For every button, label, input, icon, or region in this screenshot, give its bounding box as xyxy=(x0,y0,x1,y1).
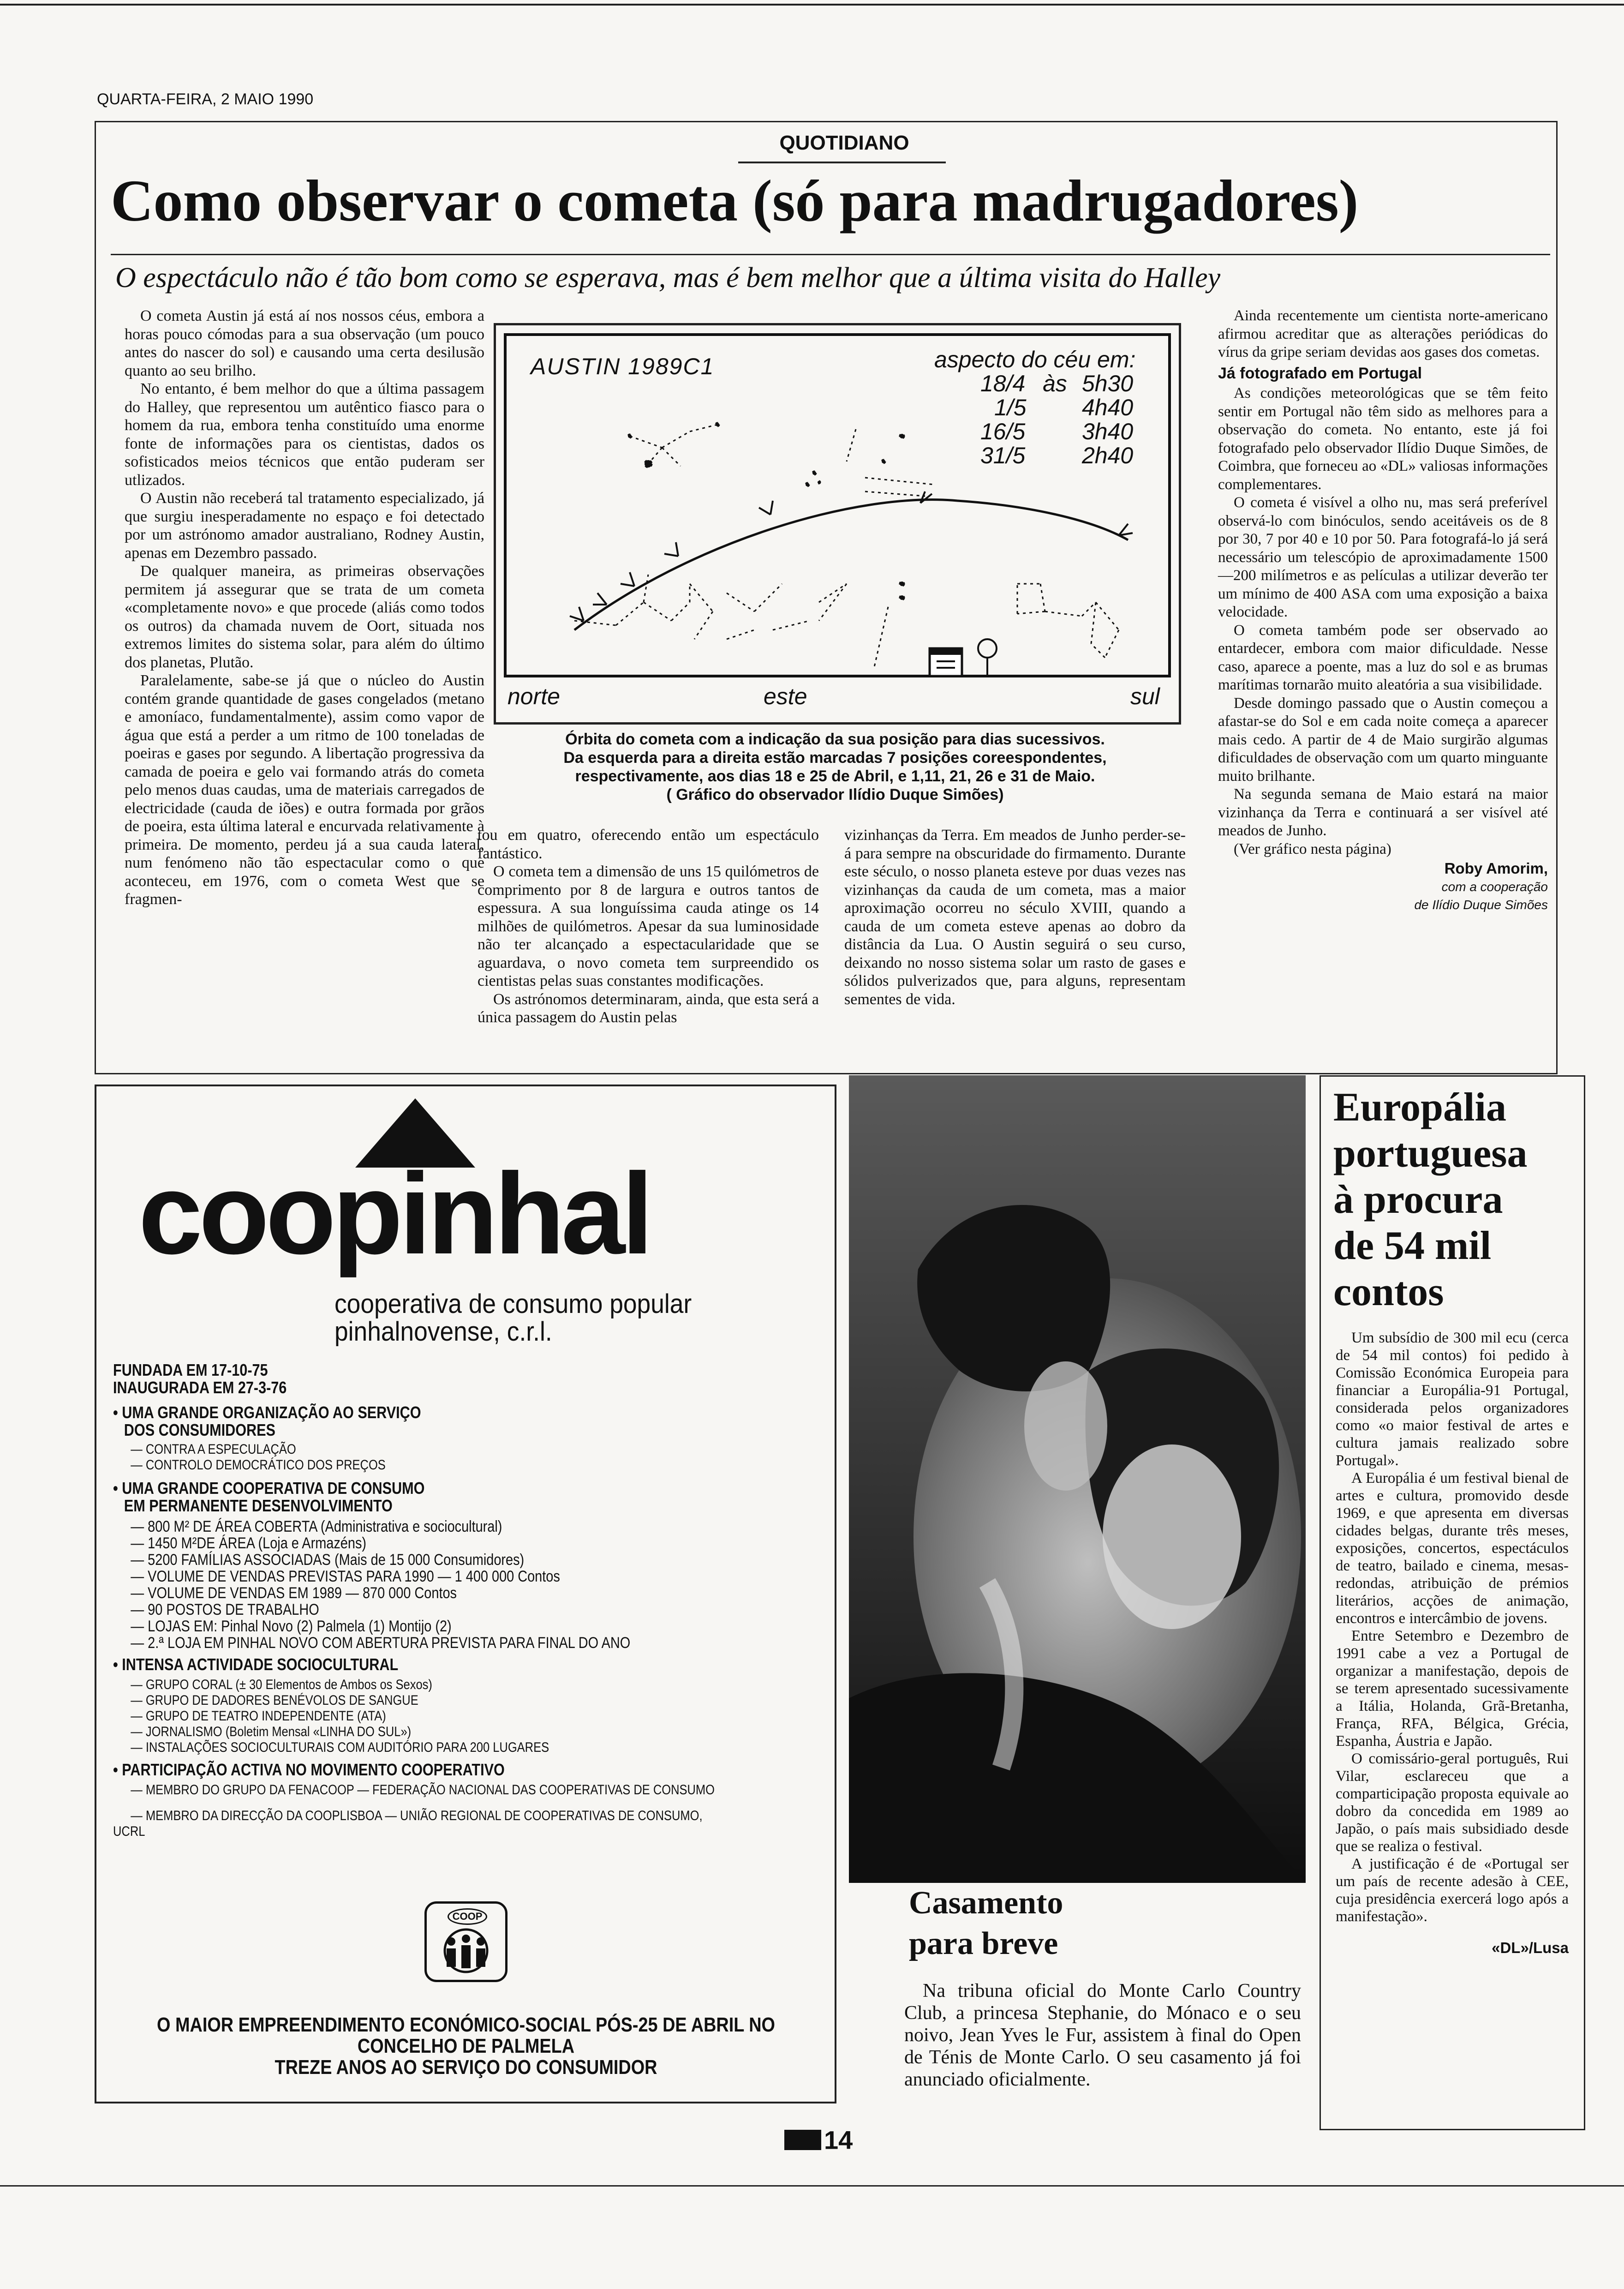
paragraph: O cometa Austin já está aí nos nossos céus, embora a horas pouco cómodas para a sua observação (um pouco antes do nascer do sol) e causando uma certa desilusão quanto ao seu brilho. xyxy=(125,307,484,379)
paragraph: Ainda recentemente um cientista norte-americano afirmou acreditar que as alterações periódicas do vírus da gripe seriam devidas aos gases dos cometas. xyxy=(1218,307,1548,360)
bottom-edge-rule xyxy=(0,2185,1624,2187)
byline: Roby Amorim, xyxy=(1444,860,1548,877)
paragraph: O cometa é visível a olho nu, mas será preferível observá-lo com binóculos, sendo aceitáveis os de 8 por 30, 7 por 40 e 10 por 50. Para fotografá-lo já será necessário um telescópio de aproximadamente 1500—200 milímetros e as películas a utilizar deverão ter um mínimo de 400 ASA com uma exposição a baixa velocidade. xyxy=(1218,494,1548,620)
chart-title: AUSTIN 1989C1 xyxy=(531,354,715,379)
comet-position xyxy=(759,501,773,515)
legend-row: 18/4 às 5h30 xyxy=(980,371,1134,396)
coopinhal-tagline-2: pinhalnovense, c.r.l. xyxy=(334,1317,552,1347)
chart-legend-title: aspecto do céu em: xyxy=(934,347,1136,372)
coopinhal-logo-text: coopinhal xyxy=(138,1149,650,1278)
founded-date: FUNDADA EM 17-10-75 xyxy=(113,1360,268,1379)
paragraph: A Europália é um festival bienal de artes e cultura, promovido desde 1969, e que apresenta em diversas cidades belgas, durante três meses, exposições, concertos, espectáculos de teatro, bailado e cinema, mesas-redondas, atribuição de prémios literários, acções de animação, encontros e intercâmbio de jovens. xyxy=(1336,1470,1569,1627)
people-icon xyxy=(434,1928,498,1974)
page-number: 14 xyxy=(784,2123,853,2155)
direction-south: sul xyxy=(1130,683,1160,709)
comet-positions xyxy=(570,491,1133,621)
comet-position xyxy=(664,542,678,556)
top-edge-rule xyxy=(0,4,1624,6)
paragraph: Paralelamente, sabe-se já que o núcleo do Austin contém grande quantidade de gases congelados (metano e amoníaco, fundamentalmente), assim como vapor de água que está a perder a um ritmo de 100 toneladas de poeiras e gases por segundo. A libertação progressiva da camada de poeira e gelo vai formando atrás do cometa pelo menos duas caudas, uma de materiais carregados de electricidade (cauda de iões) e outra formada por grãos de poeira, esta última lateral e encurvada relativamente à primeira. De momento, perdeu já a sua cauda lateral, num fenómeno não tão espectacular como o que aconteceu, em 1976, com o cometa West que se fragmen- xyxy=(125,672,484,908)
headline: Como observar o cometa (só para madrugadores) xyxy=(111,168,1359,234)
direction-north: norte xyxy=(508,683,560,709)
chart-legend xyxy=(962,372,1156,467)
comet-position xyxy=(593,593,607,605)
paragraph: tou em quatro, oferecendo então um espectáculo fantástico. xyxy=(478,827,819,862)
inaugurated-date: INAUGURADA EM 27-3-76 xyxy=(113,1378,287,1397)
dl-logo xyxy=(784,2130,821,2150)
section-label: QUOTIDIANO xyxy=(779,132,909,154)
paragraph: vizinhanças da Terra. Em meados de Junho perder-se-á para sempre na obscuridade do firmamento. Durante este século, o nosso planeta esteve por duas vezes nas vizinhanças da cauda de um cometa, mas a maior aproximação ocorreu no século XVIII, quando a cauda de um cometa esteve apenas ao dobro da distância da Lua. O Austin seguirá o seu curso, deixando no nosso sistema solar um rasto de gases e sólidos pulverizados que, para alguns, representam sementes de vida. xyxy=(844,827,1186,1008)
comet-position xyxy=(920,491,932,503)
paragraph: De qualquer maneira, as primeiras observações permitem já assegurar que se trata de um cometa «completamente novo» e que procede (aliás como todos os outros) da chamada nuvem de Oort, situada nos extremos limites do sistema solar, para além do último dos planetas, Plutão. xyxy=(125,563,484,671)
paragraph: A justificação é de «Portugal ser um país de recente adesão à CEE, cuja presidência exercerá logo após a manifestação». xyxy=(1336,1856,1569,1925)
date-line: QUARTA-FEIRA, 2 MAIO 1990 xyxy=(97,90,314,108)
casamento-body: Na tribuna oficial do Monte Carlo Country Club, a princesa Stephanie, do Mónaco e o seu noivo, Jean Yves le Fur, assistem à final do Open de Ténis de Monte Carlo. O seu casamento já foi anunciado oficialmente. xyxy=(904,1980,1301,2090)
legend-row: 31/5 2h40 xyxy=(980,443,1134,468)
paragraph: As condições meteorológicas que se têm feito sentir em Portugal não têm sido as melhores para a observação do cometa. No entanto, este já foi fotografado pelo observador Ilídio Duque Simões, de Coimbra, que forneceu ao «DL» valiosas informações complementares. xyxy=(1218,385,1548,493)
photo-image xyxy=(849,1075,1306,1883)
paragraph: Entre Setembro e Dezembro de 1991 cabe a vez a Portugal de organizar a manifestação, depois de se terem apresentado sucessivamente a Itália, Holanda, Grã-Bretanha, França, RFA, Bélgica, Grécia, Espanha, Áustria e Japão. xyxy=(1336,1628,1569,1750)
legend-row: 1/5 4h40 xyxy=(994,395,1134,420)
paragraph: Os astrónomos determinaram, ainda, que esta será a única passagem do Austin pelas xyxy=(478,990,819,1026)
article-column-1 xyxy=(125,307,484,909)
paragraph: Um subsídio de 300 mil ecu (cerca de 54 mil contos) foi pedido à Comissão Económica Europeia para financiar a Europália-91 Portugal, considerada pelos organizadores como «o maior festival de artes e cultura jamais realizado sobre Portugal». xyxy=(1336,1330,1569,1469)
article-column-2 xyxy=(478,826,819,1027)
tree-icon xyxy=(978,639,997,676)
europalia-title: Europália portuguesa à procura de 54 mil contos xyxy=(1333,1085,1528,1314)
article-column-4 xyxy=(1218,307,1548,914)
comet-chart xyxy=(494,323,1181,725)
coopinhal-tagline-1: cooperativa de consumo popular xyxy=(334,1289,692,1319)
byline-note-2: de Ilídio Duque Simões xyxy=(1414,898,1548,912)
ad-footer: O MAIOR EMPREENDIMENTO ECONÓMICO-SOCIAL PÓS-25 DE ABRIL NO CONCELHO DE PALMELA TREZE ANOS AO SERVIÇO DO CONSUMIDOR xyxy=(157,2013,775,2079)
direction-east: este xyxy=(764,683,807,709)
coopinhal-details: FUNDADA EM 17-10-75 INAUGURADA EM 27-3-76 • UMA GRANDE ORGANIZAÇÃO AO SERVIÇO DOS CONSUMIDORES — CONTRA A ESPECULAÇÃO — CONTROLO DEMOCRÁTICO DOS PREÇOS • UMA GRANDE COOPERATIVA DE CONSUMO EM PERMANENTE DESENVOLVIMENTO — 800 M² DE ÁREA COBERTA (Administrativa e sociocultural) — 1450 M²DE ÁREA (Loja e Armazéns) — 5200 FAMÍLIAS ASSOCIADAS (Mais de 15 000 Consumidores) — VOLUME DE VENDAS PREVISTAS PARA 1990 — 1 400 000 Contos — VOLUME DE VENDAS EM 1989 — 870 000 Contos — 90 POSTOS DE TRABALHO — LOJAS EM: Pinhal Novo (2) Palmela (1) Montijo (2) — 2.ª LOJA EM PINHAL NOVO COM ABERTURA PREVISTA PARA FINAL DO ANO • INTENSA ACTIVIDADE SOCIOCULTURAL — GRUPO CORAL (± 30 Elementos de Ambos os Sexos) — GRUPO DE DADORES BENÉVOLOS DE SANGUE — GRUPO DE TEATRO INDEPENDENTE (ATA) — JORNALISMO (Boletim Mensal «LINHA DO SUL») — INSTALAÇÕES SOCIOCULTURAIS COM AUDITÓRIO PARA 200 LUGARES • PARTICIPAÇÃO ACTIVA NO MOVIMENTO COOPERATIVO — MEMBRO DO GRUPO DA FENACOOP — FEDERAÇÃO NACIONAL DAS COOPERATIVAS DE CONSUMO — MEMBRO DA DIRECÇÃO DA COOPLISBOA — UNIÃO REGIONAL DE COOPERATIVAS DE CONSUMO, UCRL xyxy=(113,1361,824,1840)
subsection-heading: Já fotografado em Portugal xyxy=(1218,364,1422,382)
paragraph: Na segunda semana de Maio estará na maior vizinhança da Terra e continuará a ser visível até meados de Junho. xyxy=(1218,786,1548,839)
paragraph: Desde domingo passado que o Austin começou a afastar-se do Sol e em cada noite começa a aparecer mais cedo. A partir de 4 de Maio surgirão algumas dificuldades de observação com um quarto minguante muito brilhante. xyxy=(1218,695,1548,785)
article-column-3 xyxy=(844,826,1186,1008)
coop-emblem-label: COOP xyxy=(448,1908,487,1925)
casamento-title: Casamento para breve xyxy=(909,1885,1063,1961)
paragraph: O comissário-geral português, Rui Vilar, esclareceu que a comparticipação proposta equivale ao dobro da concedida em 1989 ao Japão, o país mais subsidiado desde que se realiza o festival. xyxy=(1336,1750,1569,1855)
comet-position xyxy=(621,572,634,586)
paragraph: O cometa também pode ser observado ao entardecer, embora com maior dificuldade. Nesse caso, aparece a poente, mas a luz do sol e as brumas marítimas tornarão muito aleatória a sua visibilidade. xyxy=(1218,622,1548,693)
section-underline xyxy=(738,162,946,163)
europalia-body xyxy=(1336,1329,1569,1957)
subhead: O espectáculo não é tão bom como se esperava, mas é bem melhor que a última visita do Halley xyxy=(115,262,1221,294)
comet-position xyxy=(570,607,584,621)
comet-position xyxy=(1119,524,1133,535)
legend-row: 16/5 3h40 xyxy=(980,419,1134,444)
europalia-credit: «DL»/Lusa xyxy=(1492,1939,1569,1956)
paragraph: (Ver gráfico nesta página) xyxy=(1234,840,1391,857)
photo-stephanie xyxy=(849,1075,1306,1883)
coop-emblem xyxy=(424,1901,508,1982)
chart-caption: Órbita do cometa com a indicação da sua posição para dias sucessivos. Da esquerda para a direita estão marcadas 7 posições coreespondentes, respectivamente, aos dias 18 e 25 de Abril, e 1,11, 21, 26 e 31 de Maio. ( Gráfico do observador Ilídio Duque Simões) xyxy=(563,731,1107,803)
paragraph: O cometa tem a dimensão de uns 15 quilómetros de comprimento por 8 de largura e outros tantos de espessura. A sua longuíssima cauda atinge os 14 milhões de quilómetros. Apesar da sua luminosidade não ter alcançado a espectacularidade que se aguardava, o novo cometa tem surpreendido os cientistas pelas suas constantes modificações. xyxy=(478,863,819,989)
byline-note: com a cooperação xyxy=(1441,879,1548,894)
paragraph: No entanto, é bem melhor do que a última passagem do Halley, que representou um autêntico fiasco para o homem da rua, embora tenha constituído uma enorme fonte de informações para os cientistas, dados os sofisticados meios técnicos que então puderam ser utlizados. xyxy=(125,380,484,489)
paragraph: O Austin não receberá tal tratamento especializado, já que surgiu inesperadamente no espaço e foi detectado por um astrónomo amador australiano, Rodney Austin, apenas em Dezembro passado. xyxy=(125,490,484,562)
headline-rule xyxy=(111,254,1550,255)
